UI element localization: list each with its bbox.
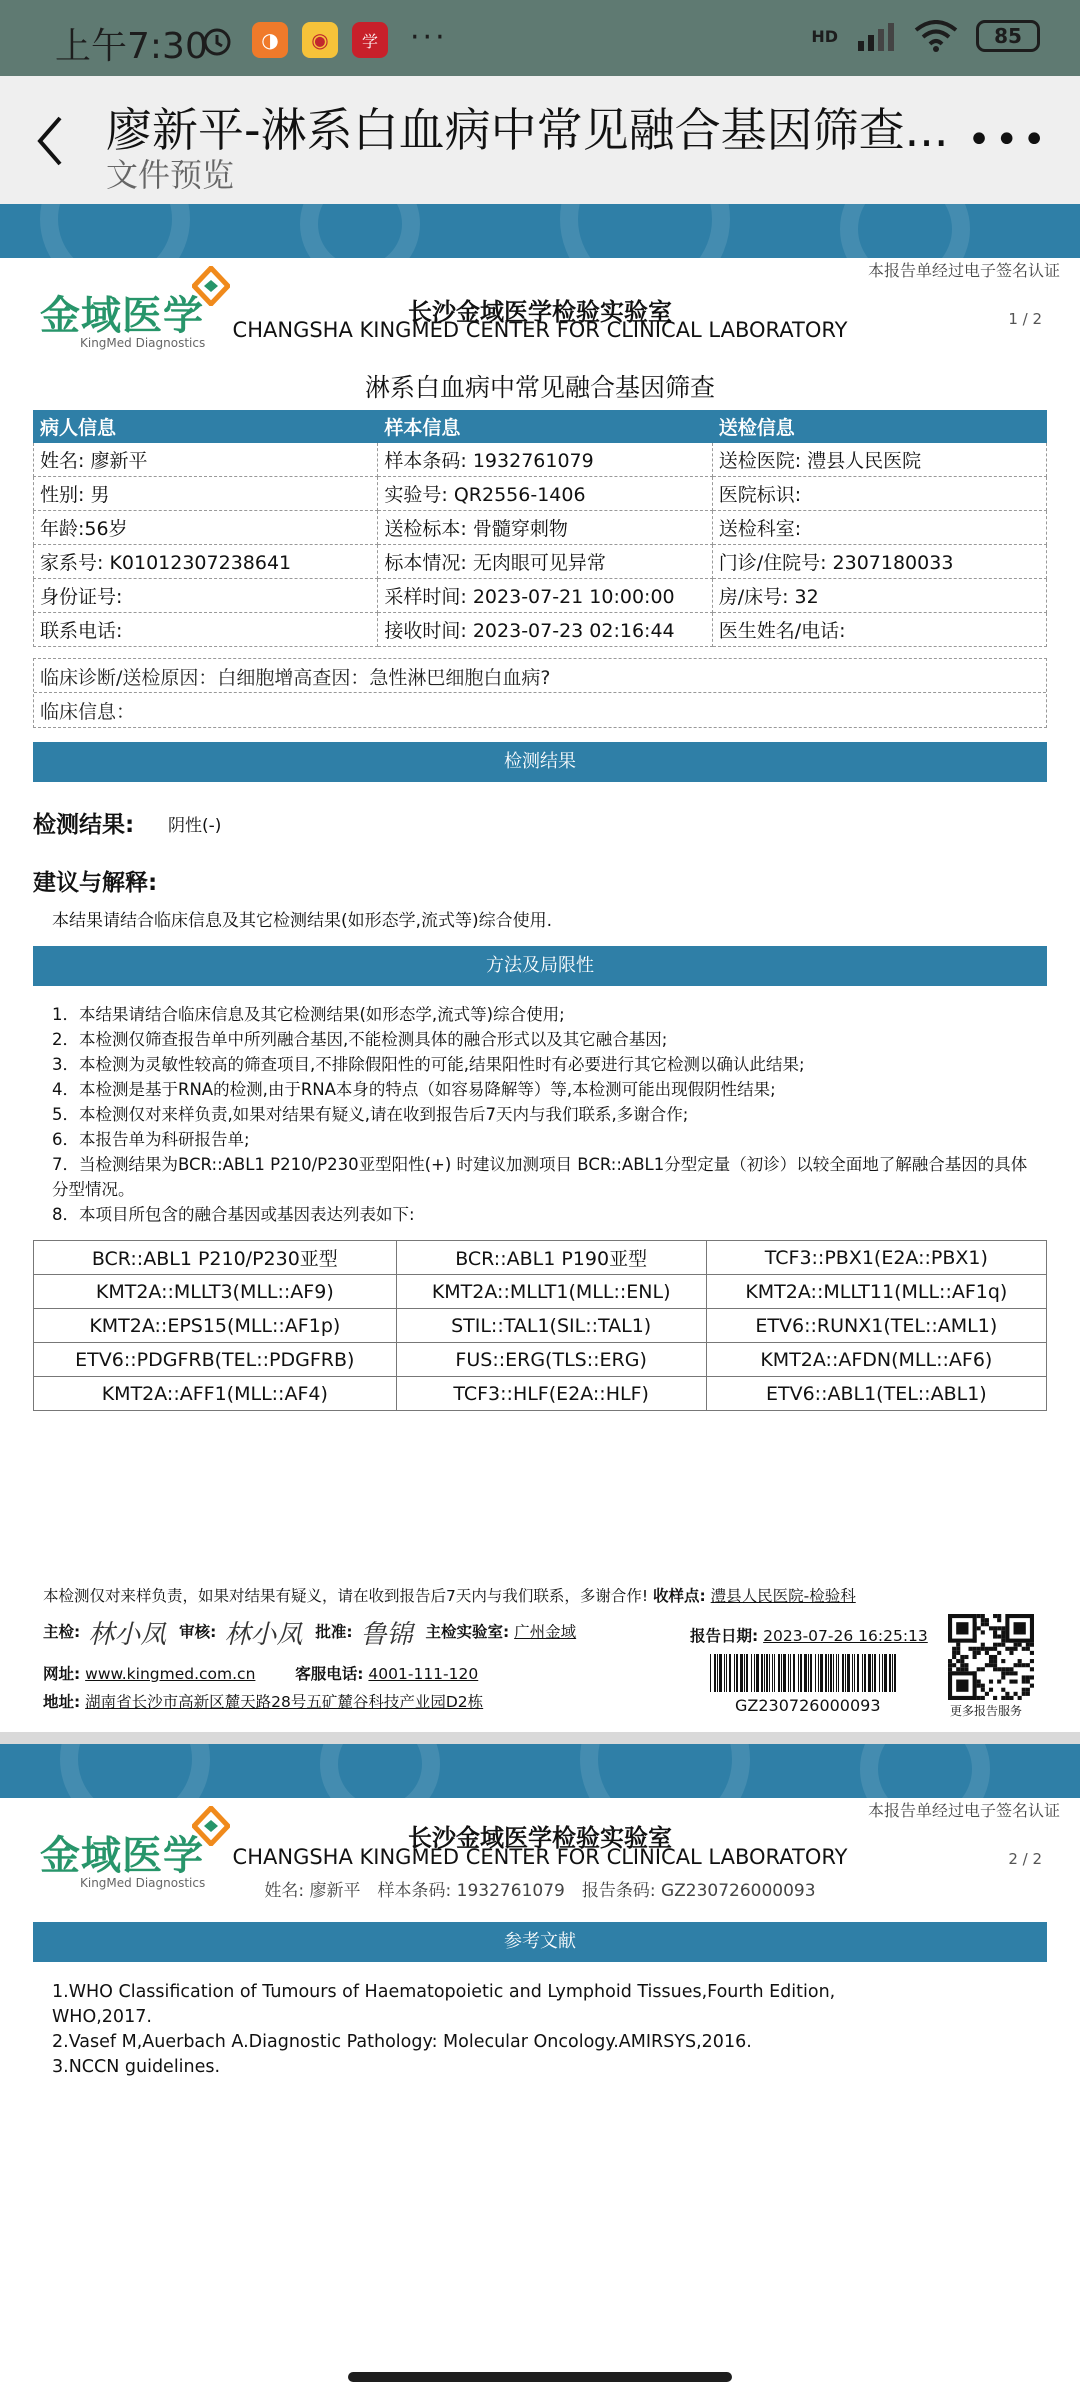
gene-cell: KMT2A::AFF1(MLL::AF4) — [34, 1377, 397, 1411]
reference-item: 3.NCCN guidelines. — [52, 2057, 221, 2077]
document-title: 廖新平-淋系白血病中常见融合基因筛查... — [106, 103, 949, 157]
status-bar — [0, 0, 1080, 76]
gene-cell: TCF3::PBX1(E2A::PBX1) — [706, 1241, 1046, 1275]
document-subtitle: 文件预览 — [106, 156, 235, 194]
footer-line-1 — [43, 1584, 856, 1606]
lab-name-cn: 长沙金域医学检验实验室 — [408, 298, 672, 326]
patient-meta: 姓名: 廖新平 样本条码: 1932761079 报告条码: GZ230726000093 — [264, 1881, 816, 1901]
reference-item: 2.Vasef M,Auerbach A.Diagnostic Pathology: Molecular Oncology.AMIRSYS,2016. — [52, 2032, 752, 2052]
reviewer-signature: 林小凤 — [224, 1620, 303, 1650]
address-value: 湖南省长沙市高新区麓天路28号五矿麓谷科技产业园D2栋 — [85, 1693, 484, 1711]
weibo-icon: ◉ — [302, 22, 338, 58]
gene-cell: FUS::ERG(TLS::ERG) — [396, 1343, 706, 1377]
patient-info-table — [33, 410, 1047, 647]
method-item: 8．本项目所包含的融合基因或基因表达列表如下: — [52, 1205, 415, 1224]
reference-list — [52, 1980, 835, 2080]
gene-cell: STIL::TAL1(SIL::TAL1) — [396, 1309, 706, 1343]
more-options-icon[interactable]: ••• — [967, 117, 1050, 163]
reference-item: 1.WHO Classification of Tumours of Haematopoietic and Lymphoid Tissues,Fourth Edition, — [52, 1982, 836, 2002]
info-cell: 送检标本: 骨髓穿刺物 — [378, 511, 712, 545]
info-cell: 房/床号: 32 — [712, 579, 1046, 613]
kingmed-logo: 金域医学 KingMed Diagnostics — [40, 1806, 240, 1896]
info-cell: 家系号: K01012307238641 — [34, 545, 378, 579]
reference-section-bar: 参考文献 — [33, 1922, 1047, 1962]
info-cell: 接收时间: 2023-07-23 02:16:44 — [378, 613, 712, 647]
report-date-line — [690, 1624, 928, 1646]
page-number: 1 / 2 — [1008, 310, 1042, 328]
info-cell: 身份证号: — [34, 579, 378, 613]
result-section-bar: 检测结果 — [33, 742, 1047, 782]
result-value: 阴性(-) — [168, 816, 222, 836]
lab-name-en: CHANGSHA KINGMED CENTER FOR CLINICAL LABORATORY — [232, 1845, 848, 1869]
lab-name-cn: 长沙金域医学检验实验室 — [408, 1824, 672, 1852]
website-label: 网址: — [43, 1665, 81, 1683]
footer-line-2 — [43, 1614, 576, 1651]
gene-cell: ETV6::PDGFRB(TEL::PDGFRB) — [34, 1343, 397, 1377]
page1-header-banner — [0, 204, 1080, 258]
method-item: 7．当检测结果为BCR::ABL1 P210/P230亚型阳性(+) 时建议加测项目 BCR::ABL1分型定量（初诊）以较全面地了解融合基因的具体分型情况。 — [52, 1155, 1028, 1199]
result-label: 检测结果: — [33, 812, 135, 838]
kingmed-logo: 金域医学 KingMed Diagnostics — [40, 266, 240, 356]
receiver-value: 澧县人民医院-检验科 — [710, 1587, 856, 1605]
gene-cell: BCR::ABL1 P190亚型 — [396, 1241, 706, 1275]
report-barcode — [710, 1654, 900, 1692]
app-notification-icon-3: 学 — [352, 22, 388, 58]
disclaimer: 本检测仅对来样负责，如果对结果有疑义，请在收到报告后7天内与我们联系，多谢合作! — [43, 1587, 649, 1605]
info-cell: 姓名: 廖新平 — [34, 443, 378, 477]
qr-code[interactable] — [948, 1614, 1034, 1700]
website-link[interactable]: www.kingmed.com.cn — [85, 1665, 256, 1683]
gene-cell: KMT2A::MLLT1(MLL::ENL) — [396, 1275, 706, 1309]
lab-name-en: CHANGSHA KINGMED CENTER FOR CLINICAL LABORATORY — [232, 318, 848, 342]
report-date-value: 2023-07-26 16:25:13 — [763, 1627, 928, 1645]
header-submission: 送检信息 — [712, 411, 1046, 443]
app-notification-icon-1: ◑ — [252, 22, 288, 58]
gesture-nav-bar[interactable] — [348, 2372, 732, 2382]
info-cell: 医生姓名/电话: — [712, 613, 1046, 647]
barcode-number: GZ230726000093 — [735, 1696, 881, 1715]
method-item: 6．本报告单为科研报告单; — [52, 1130, 250, 1149]
info-cell: 送检科室: — [712, 511, 1046, 545]
report-title: 淋系白血病中常见融合基因筛查 — [364, 373, 715, 402]
main-lab-value: 广州金域 — [514, 1623, 577, 1641]
info-cell: 送检医院: 澧县人民医院 — [712, 443, 1046, 477]
phone-label: 客服电话: — [295, 1665, 364, 1683]
qr-caption: 更多报告服务 — [950, 1704, 1023, 1718]
gene-cell: BCR::ABL1 P210/P230亚型 — [34, 1241, 397, 1275]
gene-cell: TCF3::HLF(E2A::HLF) — [396, 1377, 706, 1411]
page-number: 2 / 2 — [1008, 1850, 1042, 1868]
clinical-info: 临床信息： — [40, 701, 136, 723]
report-page-1 — [0, 258, 1080, 1732]
header-sample: 样本信息 — [378, 411, 712, 443]
reviewer-label: 审核: — [179, 1623, 217, 1641]
info-cell: 实验号: QR2556-1406 — [378, 477, 712, 511]
report-date-label: 报告日期: — [690, 1627, 759, 1645]
gene-cell: KMT2A::EPS15(MLL::AF1p) — [34, 1309, 397, 1343]
phone-value[interactable]: 4001-111-120 — [368, 1665, 479, 1683]
info-cell: 样本条码: 1932761079 — [378, 443, 712, 477]
gene-cell: KMT2A::MLLT11(MLL::AF1q) — [706, 1275, 1046, 1309]
reference-item: WHO,2017. — [52, 2007, 152, 2027]
tester-signature: 林小凤 — [88, 1620, 167, 1650]
e-signature-note: 本报告单经过电子签名认证 — [867, 261, 1060, 280]
clinical-diagnosis: 临床诊断/送检原因：白细胞增高查因：急性淋巴细胞白血病? — [34, 659, 1046, 693]
method-list — [52, 1002, 1042, 1227]
advice-text: 本结果请结合临床信息及其它检测结果(如形态学,流式等)综合使用. — [52, 911, 553, 931]
receiver-label: 收样点: — [653, 1587, 706, 1605]
method-item: 5．本检测仅对来样负责,如果对结果有疑义,请在收到报告后7天内与我们联系,多谢合作; — [52, 1105, 689, 1124]
page-divider — [0, 1732, 1080, 1744]
info-cell: 年龄:56岁 — [34, 511, 378, 545]
advice-label: 建议与解释: — [33, 870, 158, 896]
app-bar — [0, 76, 1080, 204]
tester-label: 主检: — [43, 1623, 81, 1641]
wifi-icon — [914, 20, 958, 52]
hd-indicator: HD — [811, 26, 838, 46]
e-signature-note: 本报告单经过电子签名认证 — [867, 1801, 1060, 1820]
more-notifications-icon: ··· — [410, 20, 448, 55]
method-item: 4．本检测是基于RNA的检测,由于RNA本身的特点（如容易降解等）等,本检测可能出现假阴性结果; — [52, 1080, 776, 1099]
main-lab-label: 主检实验室: — [425, 1623, 510, 1641]
footer-line-4 — [43, 1690, 483, 1712]
header-patient: 病人信息 — [34, 411, 378, 443]
footer-line-3 — [43, 1662, 478, 1684]
info-cell: 门诊/住院号: 2307180033 — [712, 545, 1046, 579]
info-cell: 医院标识: — [712, 477, 1046, 511]
gene-cell: ETV6::RUNX1(TEL::AML1) — [706, 1309, 1046, 1343]
gene-cell: KMT2A::AFDN(MLL::AF6) — [706, 1343, 1046, 1377]
back-arrow-icon[interactable] — [34, 114, 64, 168]
method-item: 2．本检测仅筛查报告单中所列融合基因,不能检测具体的融合形式以及其它融合基因; — [52, 1030, 668, 1049]
approver-label: 批准: — [315, 1623, 353, 1641]
gene-cell: KMT2A::MLLT3(MLL::AF9) — [34, 1275, 397, 1309]
method-section-bar: 方法及局限性 — [33, 946, 1047, 986]
signal-icon — [856, 21, 896, 51]
info-cell: 标本情况: 无肉眼可见异常 — [378, 545, 712, 579]
fusion-gene-table — [33, 1240, 1047, 1411]
method-item: 3．本检测为灵敏性较高的筛查项目,不排除假阳性的可能,结果阳性时有必要进行其它检测以确认此结果; — [52, 1055, 805, 1074]
battery-indicator: 85 — [976, 20, 1040, 52]
status-time: 上午7:30 — [55, 26, 208, 67]
info-cell: 采样时间: 2023-07-21 10:00:00 — [378, 579, 712, 613]
report-page-2 — [0, 1798, 1080, 2358]
page2-header-banner — [0, 1744, 1080, 1798]
clinical-info-box — [33, 658, 1047, 728]
gene-cell: ETV6::ABL1(TEL::ABL1) — [706, 1377, 1046, 1411]
alarm-icon — [200, 24, 234, 58]
method-item: 1．本结果请结合临床信息及其它检测结果(如形态学,流式等)综合使用; — [52, 1005, 565, 1024]
info-cell: 性别: 男 — [34, 477, 378, 511]
address-label: 地址: — [43, 1693, 81, 1711]
info-cell: 联系电话: — [34, 613, 378, 647]
approver-signature: 鲁锦 — [360, 1620, 413, 1650]
